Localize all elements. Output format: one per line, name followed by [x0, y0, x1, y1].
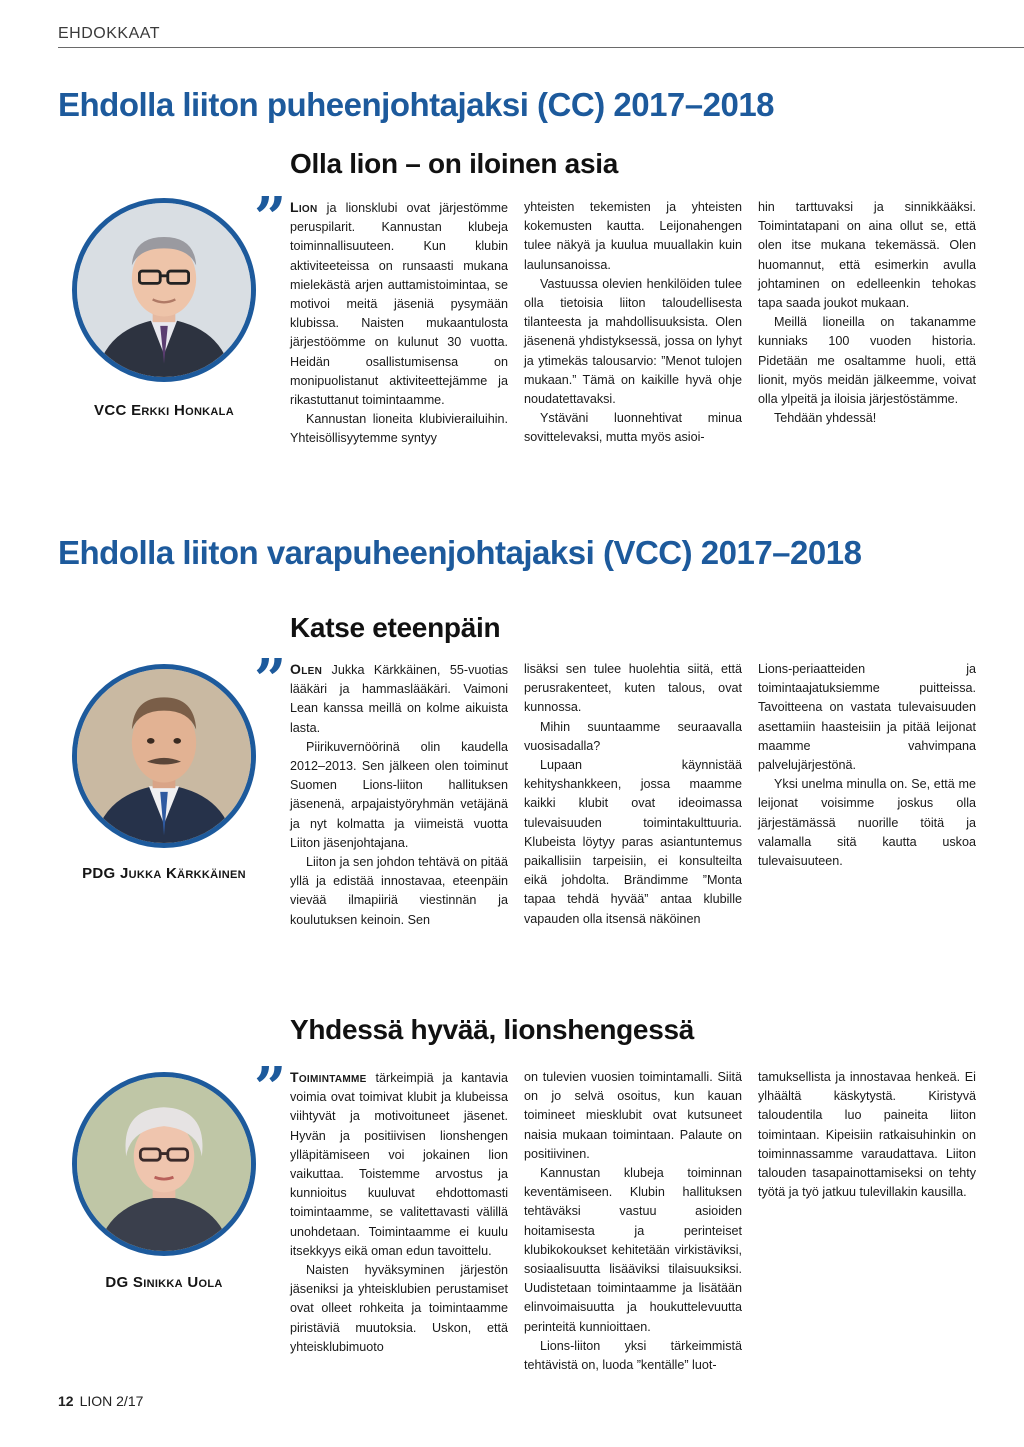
quote-mark-icon: ” [254, 1055, 287, 1121]
quote-mark-icon: ” [254, 647, 287, 713]
paragraph: Meillä lioneilla on takanamme kunniaks 100 vuoden historia. Pidetään me osaltamme huoli, että lionit, myös meidän jälkeemme, voivat olla ylpeitä ja iloisia järjestöstämme. [758, 315, 976, 407]
section-title-cc: Ehdolla liiton puheenjohtajaksi (CC) 2017–2018 [58, 86, 775, 123]
paragraph: tamuksellista ja innostavaa henkeä. Ei ylhäältä käskytystä. Kiristyvä taloudentila luo paineita liiton toimintaan. Kipeisiin ratkaisuhinkin on toiminnassamme varaudattava. Liiton talouden tasapainottamiseksi on tehty työtä ja työ jatkuu tulevillakin kausilla. [758, 1070, 976, 1200]
paragraph: Mihin suuntaamme seuraavalla vuosisadalla? [524, 719, 742, 753]
paragraph-text: Jukka Kärkkäinen, 55-vuotias lääkäri ja hammaslääkäri. Vaimoni Lean kanssa meillä on kolme aikuista lasta. [290, 663, 508, 735]
page-footer [58, 1393, 143, 1409]
lead-word: Olen [290, 661, 323, 677]
article-3-column-3 [758, 1068, 976, 1202]
caption-title: DG [105, 1274, 129, 1291]
caption-name: Jukka Kärkkäinen [119, 865, 246, 882]
caption-name: Sinikka Uola [132, 1274, 223, 1291]
article-1-column-1 [290, 198, 508, 449]
portrait-man-glasses-image [77, 203, 251, 377]
paragraph: lisäksi sen tulee huolehtia siitä, että perusrakenteet, kuten talous, ovat kunnossa. [524, 662, 742, 715]
article-heading-3: Yhdessä hyvää, lionshengessä [290, 1014, 695, 1045]
paragraph [290, 198, 508, 410]
caption-erkki-honkala [54, 402, 274, 419]
caption-title: VCC [94, 402, 127, 419]
article-heading-1: Olla lion – on iloinen asia [290, 148, 618, 179]
paragraph: Liiton ja sen johdon tehtävä on pitää yllä ja edistää innostavaa, eteenpäin vievää ilmapiiriä viestinnän ja koulutuksen keinoin. Sen [290, 855, 508, 927]
paragraph: Piirikuvernöörinä olin kaudella 2012–2013. Sen jälkeen olen toiminut Suomen Lions-liiton hallituksen jäsenenä, arpajaistyöryhmän vetäjänä ja nyt kolmatta ja viimeistä vuotta Liiton jäsenjohtajana. [290, 739, 508, 850]
article-2-column-2 [524, 660, 742, 929]
page-number: 12 [58, 1393, 74, 1409]
article-3-column-2 [524, 1068, 742, 1375]
section-label: EHDOKKAAT [58, 25, 160, 42]
portrait-woman-glasses-image [77, 1077, 251, 1251]
article-1-column-3 [758, 198, 976, 428]
paragraph-text: tärkeimpiä ja kantavia voimia ovat toimivat klubit ja klubeissa viihtyvät ja motivoituneet jäsenet. Hyvän ja positiivisen lionshengen ylläpitämiseen voi jokainen lion vaikuttaa. Toistemme arvostus ja kunnioitus kuuluvat ehdottomasti toimintaamme, se valitettavasti välillä unohdetaan. Toimintaamme ei kuulu itsekkyys eikä oman edun tavoittelu. [290, 1071, 508, 1258]
paragraph: Kannustan lioneita klubivierailuihin. Yhteisöllisyytemme syntyy [290, 412, 508, 446]
paragraph: Tehdään yhdessä! [774, 411, 877, 426]
magazine-issue: LION 2/17 [79, 1393, 144, 1409]
portrait-jukka-karkkainen [72, 664, 256, 848]
lead-word: Toimintamme [290, 1069, 367, 1085]
paragraph-text: ja lionsklubi ovat järjestömme peruspilarit. Kannustan klubeja toiminnallisuuteen. Kun klubin aktiviteeteissa on runsaasti mukana mielekästä arjen auttamistoimintaa, se motivoi meitä jäseniä pysymään klubissa. Naisten mukaantulosta järjestöömme on kulunut 30 vuotta. Heidän osallistumisensa on monipuolistanut aktiviteettejämme ja rikastuttanut toimintaamme. [290, 201, 508, 408]
paragraph [290, 1068, 508, 1261]
article-heading-2: Katse eteenpäin [290, 612, 501, 643]
caption-name: Erkki Honkala [131, 402, 234, 419]
article-2-column-1 [290, 660, 508, 930]
paragraph: Kannustan klubeja toiminnan keventämiseen. Klubin hallituksen tehtäväksi vastuu asioiden hoitamisesta ja perinteiset klubikokoukset kehitetään virkistäviksi, sosiaalisuutta lisääviksi tilaisuuksiksi. Uudistetaan toimintaamme ja lisätään elinvoimaisuutta ja houkuttelevuutta perinteitä kunnioittaen. [524, 1166, 742, 1334]
header-divider [58, 47, 1024, 48]
paragraph: Lions-liiton yksi tärkeimmistä tehtävistä on, luoda ”kentälle” luot- [524, 1338, 742, 1373]
section-title-vcc: Ehdolla liiton varapuheenjohtajaksi (VCC) 2017–2018 [58, 534, 862, 571]
paragraph: yhteisten tekemisten ja yhteisten kokemusten kautta. Leijonahengen tulee näkyä ja kuulua muuallakin kuin laulunsanoissa. [524, 200, 742, 272]
paragraph: Naisten hyväksyminen järjestön jäseniksi ja yhteisklubien perustamiset ovat olleet rohkeita ja toimintaamme piristäviä muutoksia. Uskon, että yhteisklubimuoto [290, 1263, 508, 1354]
caption-title: PDG [82, 865, 116, 882]
article-2-column-3 [758, 660, 976, 871]
paragraph: Lions-periaatteiden ja toimintaajatuksiemme puitteissa. Tavoitteena on vastata tulevaisuuden asettamiin haasteisiin ja pitää leijonat maamme vahvimpana palvelujärjestönä. [758, 662, 976, 773]
portrait-man-moustache-image [77, 669, 251, 843]
quote-mark-icon: ” [254, 185, 287, 251]
caption-jukka-karkkainen [54, 865, 274, 882]
paragraph: Yksi unelma minulla on. Se, että me leijonat voisimme joskus olla järjestämässä nuorille töitä ja valamalla sitä kautta uskoa tulevaisuuteen. [758, 777, 976, 869]
paragraph: Ystäväni luonnehtivat minua sovittelevaksi, mutta myös asioi- [524, 411, 742, 445]
caption-sinikka-uola [54, 1274, 274, 1291]
paragraph: on tulevien vuosien toimintamalli. Siitä on jo selvä osoitus, kun kauan toimineet miesklubit ovat kutsuneet naisia mukaan toimintaan. Palaute on positiivinen. [524, 1070, 742, 1161]
paragraph: Vastuussa olevien henkilöiden tulee olla tietoisia liiton taloudellisesta tilanteesta ja mahdollisuuksista. Olen jäsenenä yhdistyksessä, jossa on lyhyt ja ytimekäs talousarvio: ”Menot tulojen mukaan.” Tämä on kaikille hyvä ohje noudatettavaksi. [524, 276, 742, 407]
article-3-column-1 [290, 1068, 508, 1357]
paragraph: Lupaan käynnistää kehityshankkeen, jossa maamme kaikki klubit ovat ideoimassa tulevaisuuden toimintakulttuuria. Klubeista löytyy paras asiantuntemus paikallisiin tarpeisiin, ei konsulteilta eikä johdolta. Brändimme ”Monta tapaa tehdä hyvää” antaa klubille vapauden olla itsensä näköinen [524, 758, 742, 926]
article-1-column-2 [524, 198, 742, 448]
portrait-sinikka-uola [72, 1072, 256, 1256]
paragraph: hin tarttuvaksi ja sinnikkääksi. Toimintatapani on aina ollut se, että olen itse mukana tekemässä. Olen huomannut, että esimerkin avulla johtaminen on edelleenkin tehokas tapa saada joukot mukaan. [758, 200, 976, 311]
lead-word: Lion [290, 199, 318, 215]
portrait-erkki-honkala [72, 198, 256, 382]
paragraph [290, 660, 508, 738]
